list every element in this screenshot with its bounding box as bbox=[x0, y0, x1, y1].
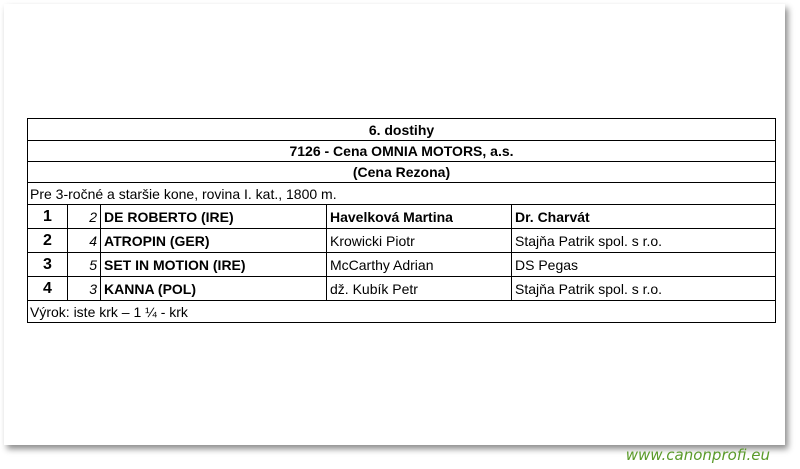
horse-cell: DE ROBERTO (IRE) bbox=[100, 205, 326, 228]
race-subtitle: (Cena Rezona) bbox=[352, 164, 451, 180]
race-title-row bbox=[28, 119, 775, 140]
number-cell: 2 bbox=[67, 205, 100, 228]
jockey-cell: Krowicki Piotr bbox=[326, 229, 511, 252]
table-row bbox=[28, 252, 775, 276]
race-title: 6. dostihy bbox=[368, 121, 435, 138]
race-subtitle-row bbox=[28, 161, 775, 182]
jockey-cell: McCarthy Adrian bbox=[326, 253, 511, 276]
race-conditions: Pre 3-ročné a staršie kone, rovina I. kat., 1800 m. bbox=[30, 185, 337, 202]
race-name-row bbox=[28, 140, 775, 161]
horse-cell: ATROPIN (GER) bbox=[100, 229, 326, 252]
trainer-cell: Dr. Charvát bbox=[511, 205, 775, 228]
position-cell: 2 bbox=[43, 231, 52, 249]
race-conditions-row bbox=[28, 182, 775, 204]
horse-cell: KANNA (POL) bbox=[100, 277, 326, 300]
race-name: 7126 - Cena OMNIA MOTORS, a.s. bbox=[289, 143, 514, 159]
horse-cell: SET IN MOTION (IRE) bbox=[100, 253, 326, 276]
table-row bbox=[28, 204, 775, 228]
position-cell: 1 bbox=[43, 207, 52, 225]
jockey-cell: Havelková Martina bbox=[326, 205, 511, 228]
jockey-cell: dž. Kubík Petr bbox=[326, 277, 511, 300]
race-results-table bbox=[27, 118, 776, 323]
table-row bbox=[28, 228, 775, 252]
race-margins-row bbox=[28, 300, 775, 322]
position-cell: 3 bbox=[43, 255, 52, 273]
watermark-text: www.canonprofi.eu bbox=[625, 446, 770, 464]
number-cell: 3 bbox=[67, 277, 100, 300]
race-margins: Výrok: iste krk – 1 ¼ - krk bbox=[30, 303, 188, 320]
trainer-cell: Stajňa Patrik spol. s r.o. bbox=[511, 229, 775, 252]
position-cell: 4 bbox=[43, 279, 52, 297]
trainer-cell: Stajňa Patrik spol. s r.o. bbox=[511, 277, 775, 300]
number-cell: 4 bbox=[67, 229, 100, 252]
number-cell: 5 bbox=[67, 253, 100, 276]
trainer-cell: DS Pegas bbox=[511, 253, 775, 276]
table-row bbox=[28, 276, 775, 300]
